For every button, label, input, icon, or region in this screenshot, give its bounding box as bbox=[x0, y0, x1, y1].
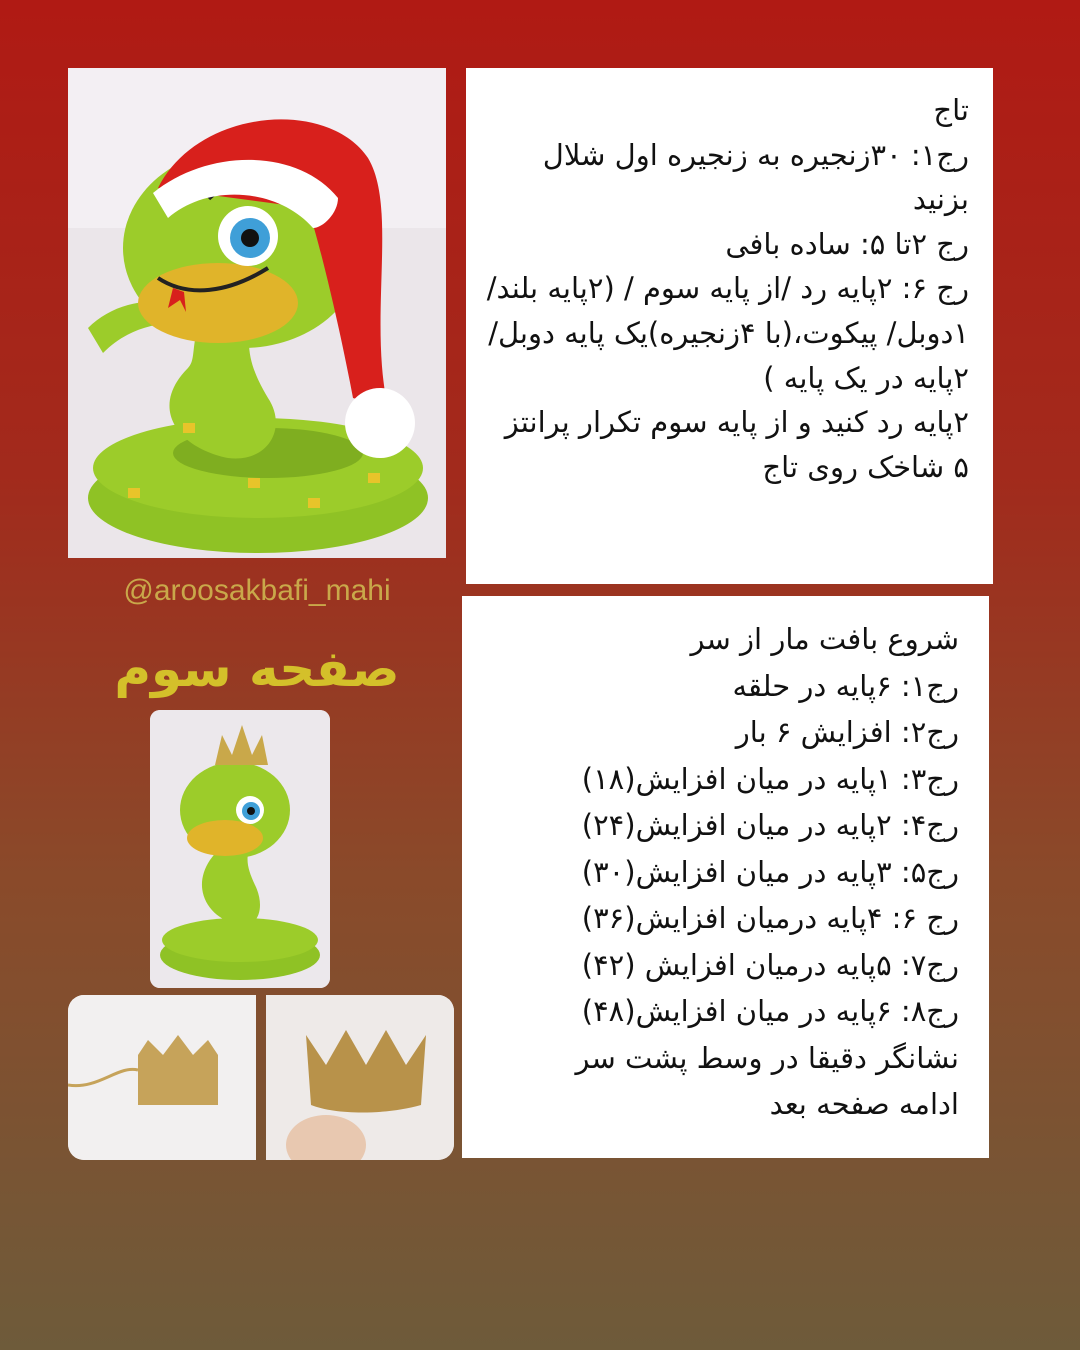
head-row-7: رج۷: ۵پایه درمیان افزایش (۴۲) bbox=[581, 947, 959, 982]
head-row-6: رج ۶: ۴پایه درمیان افزایش(۳۶) bbox=[581, 901, 959, 935]
crown-repeat: ۲پایه رد کنید و از پایه سوم تکرار پرانتز bbox=[504, 405, 969, 440]
head-row-2: رج۲: افزایش ۶ بار bbox=[735, 715, 959, 749]
crown-row-2-5: رج ۲تا ۵: ساده بافی bbox=[725, 226, 969, 261]
snake-santa-hat-photo bbox=[68, 68, 446, 558]
crown-row-6: رج ۶: ۲پایه رد /از پایه سوم / (۲پایه بلند/۱دوبل/ پیکوت،(با ۴زنجیره)یک پایه دوبل/ ۲پایه در یک پایه ) bbox=[478, 271, 969, 395]
head-row-4: رج۴: ۲پایه در میان افزایش(۲۴) bbox=[581, 808, 959, 842]
head-marker-note: نشانگر دقیقا در وسط پشت سر bbox=[575, 1040, 959, 1075]
page-label: صفحه سوم bbox=[114, 640, 400, 698]
crown-pattern-box bbox=[466, 68, 993, 584]
crown-flat-illustration bbox=[68, 995, 256, 1160]
head-row-3: رج۳: ۱پایه در میان افزایش(۱۸) bbox=[581, 761, 959, 796]
head-pattern-box bbox=[462, 596, 989, 1158]
crown-row-1: رج۱: ۳۰زنجیره به زنجیره اول شلال بزنید bbox=[533, 137, 969, 217]
head-row-1: رج۱: ۶پایه در حلقه bbox=[732, 668, 959, 703]
head-title: شروع بافت مار از سر bbox=[690, 622, 959, 656]
crown-round-illustration bbox=[266, 995, 454, 1160]
continue-next-page: ادامه صفحه بعد bbox=[769, 1087, 959, 1121]
crown-round-photo bbox=[266, 995, 454, 1160]
snake-crown-illustration bbox=[150, 710, 330, 988]
head-row-8: رج۸: ۶پایه در میان افزایش(۴۸) bbox=[581, 994, 959, 1028]
crown-title: تاج bbox=[933, 93, 969, 127]
crown-flat-photo bbox=[68, 995, 256, 1160]
snake-santa-hat-illustration bbox=[68, 68, 446, 558]
head-row-5: رج۵: ۳پایه در میان افزایش(۳۰) bbox=[581, 854, 959, 889]
instagram-handle: @aroosakbafi_mahi bbox=[123, 574, 391, 607]
snake-crown-photo bbox=[150, 710, 330, 988]
crown-points: ۵ شاخک روی تاج bbox=[762, 449, 969, 484]
